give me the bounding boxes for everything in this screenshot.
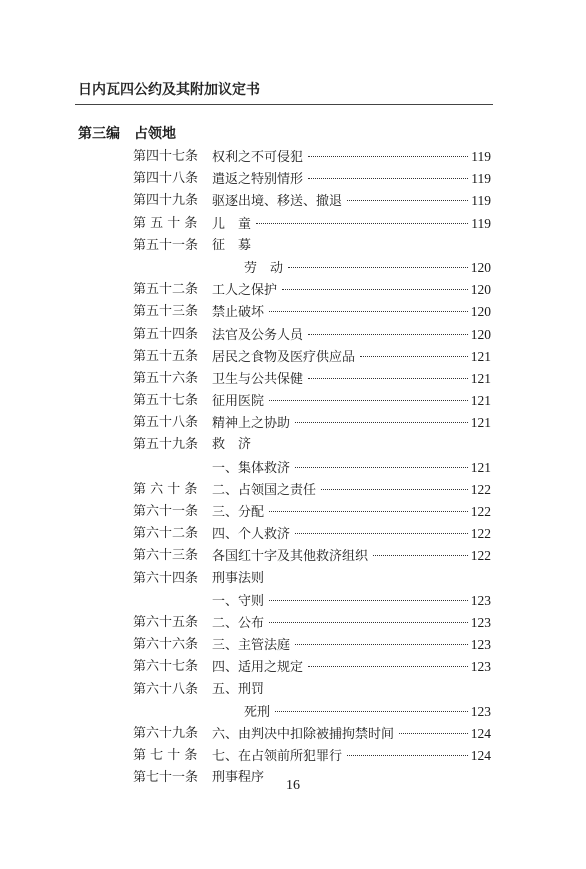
toc-entry-body: [212, 656, 491, 679]
article-number: 第五十四条: [133, 326, 199, 342]
dot-leader: [308, 334, 468, 335]
part-title: 占领地: [134, 126, 176, 142]
toc-entry: [0, 412, 586, 434]
dot-leader: [295, 422, 468, 423]
dot-leader: [399, 733, 468, 734]
article-number: 第五十一条: [133, 237, 199, 253]
article-number: 第四十八条: [133, 171, 199, 187]
toc-entry-body: [212, 568, 491, 590]
part-number: 第三编: [78, 126, 120, 142]
toc-entry: [0, 168, 586, 190]
article-number: 第 五 十 条: [133, 215, 198, 231]
dot-leader: [256, 223, 468, 224]
entry-title: 三、主管法庭: [212, 638, 291, 654]
entry-title: 二、公布: [212, 615, 265, 631]
article-number: 第五十八条: [133, 415, 199, 431]
toc-entry: [0, 324, 586, 346]
entry-title: 死刑: [244, 704, 271, 720]
article-number: 第五十三条: [133, 304, 199, 320]
entry-title: 居民之食物及医疗供应品: [212, 349, 356, 365]
entry-title: 三、分配: [212, 505, 265, 520]
entry-title: 工人之保护: [212, 283, 278, 299]
dot-leader: [275, 711, 468, 712]
toc-entry-body: [212, 213, 491, 236]
article-number: 第 七 十 条: [133, 748, 198, 764]
article-number: 第七十一条: [133, 770, 199, 786]
dot-leader: [347, 755, 468, 756]
article-number: 第五十六条: [133, 370, 199, 386]
toc-entry: [0, 235, 586, 257]
article-number: 第五十五条: [133, 348, 199, 364]
toc-entry-body: [212, 324, 491, 347]
entry-title: 六、由判决中扣除被捕拘禁时间: [212, 726, 395, 742]
toc-entry: [0, 434, 586, 456]
dot-leader: [269, 400, 468, 401]
dot-leader: [373, 555, 468, 556]
entry-page-number: 122: [470, 481, 491, 497]
toc-entry: [0, 679, 586, 701]
article-number: 第四十九条: [133, 193, 199, 209]
toc-entry: [0, 213, 586, 235]
entry-page-number: 122: [470, 526, 491, 542]
entry-title: 法官及公务人员: [212, 327, 304, 343]
entry-title: 一、守则: [212, 593, 265, 609]
dot-leader: [308, 156, 468, 157]
toc-entry: [0, 301, 586, 323]
entry-page-number: 120: [470, 326, 491, 342]
article-number: 第六十九条: [133, 725, 199, 741]
toc-entry-body: [212, 146, 491, 169]
article-number: 第六十二条: [133, 526, 199, 542]
entry-page-number: 124: [470, 725, 491, 741]
entry-title: 遣返之特别情形: [212, 172, 304, 188]
toc-entry-body: [212, 168, 491, 191]
entry-title: 征 募: [212, 237, 252, 253]
entry-title: 精神上之协助: [212, 416, 291, 432]
article-number: 第五十七条: [133, 393, 199, 409]
entry-title: 一、集体救济: [212, 460, 291, 476]
toc-entry-body: [212, 434, 491, 456]
toc-entry: [0, 390, 586, 412]
entry-page-number: 119: [471, 215, 491, 231]
toc-entry: [0, 612, 586, 634]
entry-page-number: 120: [470, 304, 491, 320]
article-number: 第六十四条: [133, 570, 199, 586]
dot-leader: [269, 511, 468, 512]
toc-entry-body: [212, 279, 491, 302]
toc-entry: [0, 146, 586, 168]
entry-page-number: 121: [470, 415, 491, 431]
toc-entry-body: [244, 701, 491, 724]
entry-page-number: 124: [470, 748, 491, 764]
dot-leader: [288, 267, 468, 268]
toc-entry-body: [212, 457, 491, 480]
header-rule: [75, 104, 493, 105]
entry-page-number: 120: [470, 259, 491, 275]
entry-title: 禁止破坏: [212, 305, 265, 321]
entry-title: 二、占领国之责任: [212, 482, 317, 498]
entry-title: 驱逐出境、移送、撤退: [212, 194, 343, 210]
entry-page-number: 119: [471, 171, 491, 187]
dot-leader: [269, 311, 468, 312]
dot-leader: [308, 178, 468, 179]
toc-entry-body: [212, 190, 491, 213]
toc-entry: [0, 701, 586, 723]
table-of-contents: [0, 146, 586, 789]
toc-entry-body: [212, 412, 491, 435]
toc-entry: [0, 346, 586, 368]
dot-leader: [321, 489, 468, 490]
entry-title: 四、个人救济: [212, 527, 291, 543]
entry-page-number: 123: [470, 659, 491, 675]
dot-leader: [269, 600, 468, 601]
dot-leader: [295, 644, 468, 645]
entry-title: 儿 童: [212, 216, 252, 232]
entry-page-number: 121: [470, 348, 491, 364]
entry-page-number: 121: [470, 459, 491, 475]
toc-entry-body: [212, 590, 491, 613]
dot-leader: [360, 356, 468, 357]
entry-title: 救 济: [212, 437, 252, 453]
article-number: 第五十九条: [133, 437, 199, 453]
toc-entry-body: [212, 634, 491, 657]
toc-entry-body: [212, 501, 491, 524]
article-number: 第六十六条: [133, 637, 199, 653]
article-number: 第六十一条: [133, 504, 199, 519]
entry-page-number: 123: [470, 703, 491, 719]
toc-entry: [0, 457, 586, 479]
toc-entry-body: [212, 723, 491, 746]
entry-title: 卫生与公共保健: [212, 371, 304, 387]
article-number: 第五十二条: [133, 282, 199, 298]
toc-entry-body: [244, 257, 491, 280]
entry-page-number: 119: [471, 149, 491, 164]
entry-title: 劳 动: [244, 260, 284, 276]
entry-page-number: 120: [470, 282, 491, 298]
toc-entry-body: [212, 745, 491, 768]
dot-leader: [308, 666, 468, 667]
toc-entry: [0, 479, 586, 501]
toc-entry: [0, 257, 586, 279]
toc-entry: [0, 279, 586, 301]
article-number: 第六十三条: [133, 548, 199, 564]
dot-leader: [347, 200, 468, 201]
toc-entry-body: [212, 523, 491, 546]
toc-entry-body: [212, 346, 491, 369]
entry-page-number: 122: [470, 548, 491, 564]
toc-entry-body: [212, 235, 491, 257]
running-header: 日内瓦四公约及其附加议定书: [78, 82, 260, 98]
entry-page-number: 121: [470, 393, 491, 409]
entry-title: 各国红十字及其他救济组织: [212, 549, 369, 565]
part-heading: [78, 123, 176, 145]
page-number: 16: [286, 778, 300, 793]
toc-entry-body: [212, 612, 491, 635]
dot-leader: [308, 378, 468, 379]
dot-leader: [269, 622, 468, 623]
entry-title: 刑事法则: [212, 570, 265, 586]
dot-leader: [295, 533, 468, 534]
dot-leader: [282, 289, 468, 290]
toc-entry-body: [212, 368, 491, 391]
toc-entry: [0, 190, 586, 212]
toc-entry: [0, 501, 586, 523]
entry-page-number: 123: [470, 614, 491, 630]
toc-entry-body: [212, 679, 491, 701]
article-number: 第 六 十 条: [133, 481, 198, 497]
dot-leader: [295, 467, 468, 468]
entry-title: 权利之不可侵犯: [212, 150, 304, 165]
toc-entry: [0, 523, 586, 545]
entry-page-number: 122: [470, 504, 491, 519]
toc-entry: [0, 590, 586, 612]
toc-entry-body: [212, 479, 491, 502]
entry-title: 征用医院: [212, 394, 265, 410]
toc-entry: [0, 368, 586, 390]
toc-entry: [0, 545, 586, 567]
entry-page-number: 119: [471, 193, 491, 209]
article-number: 第六十八条: [133, 681, 199, 697]
article-number: 第四十七条: [133, 149, 199, 164]
entry-title: 五、刑罚: [212, 681, 265, 697]
toc-entry: [0, 745, 586, 767]
toc-entry: [0, 568, 586, 590]
toc-entry-body: [212, 390, 491, 413]
article-number: 第六十七条: [133, 659, 199, 675]
toc-entry-body: [212, 545, 491, 568]
entry-page-number: 123: [470, 592, 491, 608]
toc-entry: [0, 656, 586, 678]
entry-title: 七、在占领前所犯罪行: [212, 749, 343, 765]
toc-entry: [0, 634, 586, 656]
entry-title: 四、适用之规定: [212, 660, 304, 676]
toc-entry-body: [212, 301, 491, 324]
entry-title: 刑事程序: [212, 770, 265, 786]
article-number: 第六十五条: [133, 614, 199, 630]
entry-page-number: 123: [470, 637, 491, 653]
entry-page-number: 121: [470, 370, 491, 386]
toc-entry: [0, 723, 586, 745]
